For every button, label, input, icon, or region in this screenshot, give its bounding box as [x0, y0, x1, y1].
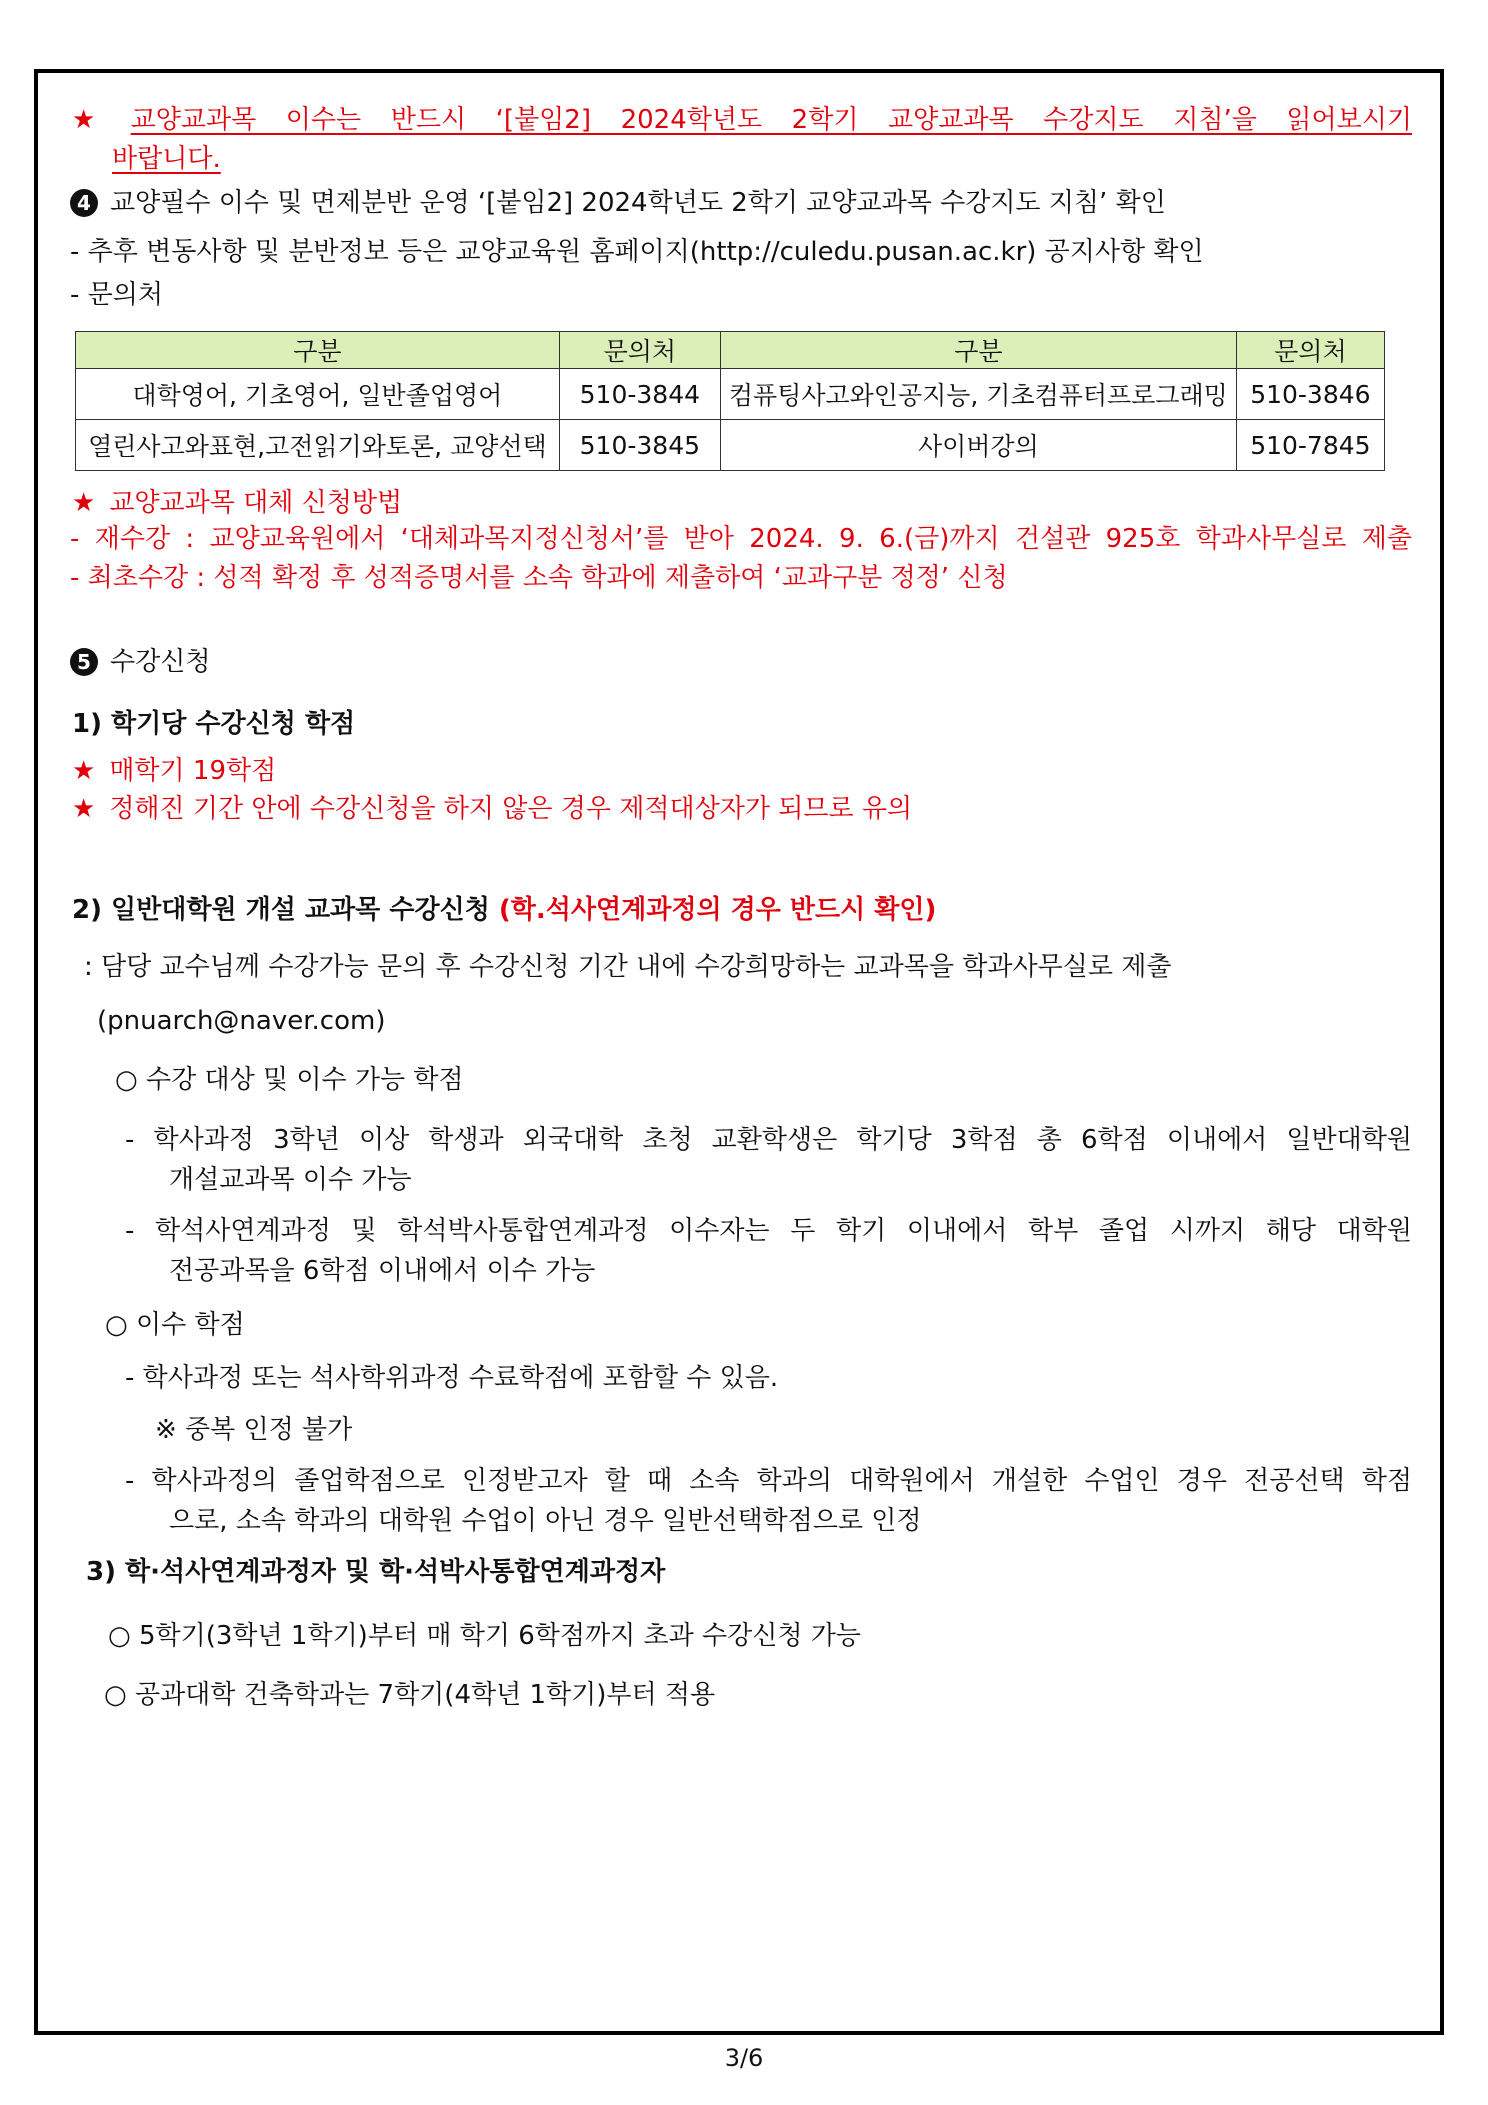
- section1-title: 1) 학기당 수강신청 학점: [72, 709, 356, 739]
- contact-table: [75, 331, 1385, 471]
- substitute-retake: - 재수강 : 교양교육원에서 ‘대체과목지정신청서’를 받아 2024. 9. 6.(금)까지 건설관 925호 학과사무실로 제출: [70, 524, 1412, 554]
- item4-bullet-contact: - 문의처: [70, 280, 163, 310]
- number-4-icon: 4: [70, 189, 98, 217]
- header-contact: 문의처: [559, 332, 720, 369]
- section2-title: 2) 일반대학원 개설 교과목 수강신청 (학.석사연계과정의 경우 반드시 확인): [72, 895, 937, 925]
- substitute-first: - 최초수강 : 성적 확정 후 성적증명서를 소속 학과에 제출하여 ‘교과구분 정정’ 신청: [70, 563, 1008, 593]
- contact-table-header: [76, 332, 1385, 369]
- section2-sub2-bullet2-line2: 으로, 소속 학과의 대학원 수업이 아닌 경우 일반선택학점으로 인정: [169, 1506, 922, 1536]
- item5-heading: 5 수강신청: [70, 645, 210, 679]
- table-row: [76, 369, 1385, 420]
- item4-bullet-homepage: - 추후 변동사항 및 분반정보 등은 교양교육원 홈페이지(http://culedu.pusan.ac.kr) 공지사항 확인: [70, 237, 1204, 267]
- section2-sub1-bullet1-line1: - 학사과정 3학년 이상 학생과 외국대학 초청 교환학생은 학기당 3학점 총 6학점 이내에서 일반대학원: [125, 1125, 1412, 1155]
- section3-bullet1: ○ 5학기(3학년 1학기)부터 매 학기 6학점까지 초과 수강신청 가능: [108, 1621, 861, 1651]
- section2-email: (pnuarch@naver.com): [97, 1006, 386, 1036]
- section2-sub1-bullet1-line2: 개설교과목 이수 가능: [169, 1165, 412, 1195]
- table-cell: 컴퓨팅사고와인공지능, 기초컴퓨터프로그래밍: [720, 369, 1236, 420]
- header-contact: 문의처: [1236, 332, 1384, 369]
- table-cell: 열린사고와표현,고전읽기와토론, 교양선택: [76, 420, 560, 471]
- table-cell: 510-3846: [1236, 369, 1384, 420]
- star-icon: ★: [72, 105, 117, 135]
- section2-sub1-bullet2-line1: - 학석사연계과정 및 학석박사통합연계과정 이수자는 두 학기 이내에서 학부 졸업 시까지 해당 대학원: [125, 1216, 1412, 1246]
- section2-sub2-note: ※ 중복 인정 불가: [155, 1415, 353, 1445]
- section2-sub1-bullet2-line2: 전공과목을 6학점 이내에서 이수 가능: [169, 1256, 596, 1286]
- page-number: 3/6: [724, 2044, 764, 2072]
- section2-sub1: ○ 수강 대상 및 이수 가능 학점: [115, 1065, 464, 1095]
- table-row: [76, 420, 1385, 471]
- number-5-icon: 5: [70, 648, 98, 676]
- table-cell: 510-3844: [559, 369, 720, 420]
- table-cell: 510-7845: [1236, 420, 1384, 471]
- notice-top-line1: ★ 교양교과목 이수는 반드시 ‘[붙임2] 2024학년도 2학기 교양교과목 수강지도 지침’을 읽어보시기: [72, 105, 1413, 135]
- section2-sub2-bullet2-line1: - 학사과정의 졸업학점으로 인정받고자 할 때 소속 학과의 대학원에서 개설한 수업인 경우 전공선택 학점: [125, 1466, 1412, 1496]
- table-cell: 사이버강의: [720, 420, 1236, 471]
- section1-star1: ★ 매학기 19학점: [72, 756, 277, 786]
- notice-top-line2: 바랍니다.: [112, 144, 221, 174]
- table-cell: 510-3845: [559, 420, 720, 471]
- star-icon: ★: [72, 488, 96, 518]
- star-icon: ★: [72, 794, 96, 824]
- substitute-title: ★ 교양교과목 대체 신청방법: [72, 488, 403, 518]
- header-category: 구분: [76, 332, 560, 369]
- item4-heading: 4 교양필수 이수 및 면제분반 운영 ‘[붙임2] 2024학년도 2학기 교양교과목 수강지도 지침’ 확인: [70, 186, 1166, 220]
- section2-sub2: ○ 이수 학점: [105, 1310, 245, 1340]
- section2-desc: : 담당 교수님께 수강가능 문의 후 수강신청 기간 내에 수강희망하는 교과목을 학과사무실로 제출: [84, 952, 1172, 982]
- section3-title: 3) 학·석사연계과정자 및 학·석박사통합연계과정자: [86, 1557, 666, 1587]
- star-icon: ★: [72, 756, 96, 786]
- header-category: 구분: [720, 332, 1236, 369]
- section3-bullet2: ○ 공과대학 건축학과는 7학기(4학년 1학기)부터 적용: [104, 1680, 716, 1710]
- section2-sub2-bullet1: - 학사과정 또는 석사학위과정 수료학점에 포함할 수 있음.: [125, 1363, 779, 1393]
- table-cell: 대학영어, 기초영어, 일반졸업영어: [76, 369, 560, 420]
- section1-star2: ★ 정해진 기간 안에 수강신청을 하지 않은 경우 제적대상자가 되므로 유의: [72, 794, 913, 824]
